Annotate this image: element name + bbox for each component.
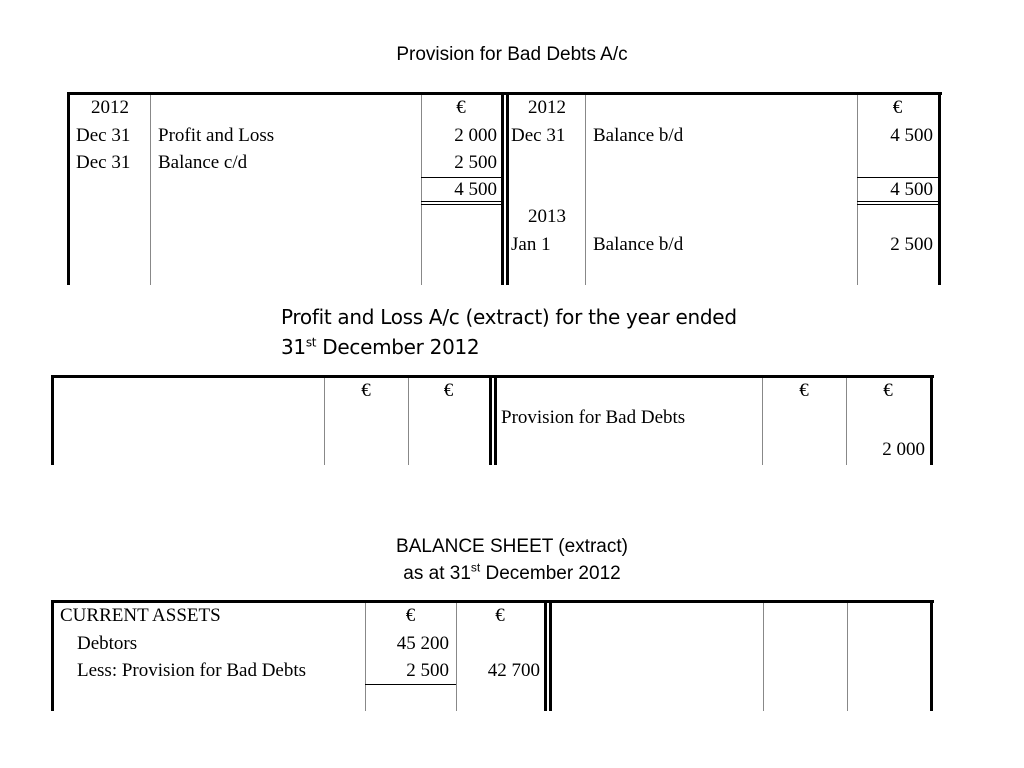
bs-left-border — [51, 600, 54, 711]
balance-sheet-title-line-2 — [0, 560, 1024, 587]
center-divider-left — [501, 95, 504, 285]
bs-center-left — [544, 603, 547, 711]
credit-row-1-amount: 4 500 — [890, 125, 933, 146]
debit-row-1-date: Dec 31 — [76, 125, 131, 146]
credit-total-rule-top — [857, 177, 938, 178]
bs-top-border — [51, 600, 934, 603]
credit-row-1-date: Dec 31 — [511, 125, 566, 146]
title-rest: December 2012 — [316, 335, 480, 359]
bs-heading: CURRENT ASSETS — [60, 605, 221, 626]
bs-col-divider-4 — [847, 603, 848, 711]
bs-currency-1: € — [405, 605, 416, 626]
debit-row-1-amount: 2 000 — [454, 125, 497, 146]
profit-loss-title-line-2 — [281, 332, 737, 362]
credit-total-rule-bottom-1 — [857, 201, 938, 202]
bs-title-rest: December 2012 — [480, 563, 621, 584]
date-divider — [150, 95, 151, 285]
pl-credit-amount: 2 000 — [882, 439, 925, 460]
pl-center-right — [494, 378, 497, 465]
balance-sheet-title — [0, 533, 1024, 587]
profit-loss-title-line-1: Profit and Loss A/c (extract) for the year ended — [281, 305, 737, 329]
debit-year: 2012 — [91, 97, 129, 118]
credit-year: 2012 — [528, 97, 566, 118]
bs-net-amount: 42 700 — [487, 660, 540, 681]
debit-total-rule-bottom-1 — [421, 201, 501, 202]
debit-row-1-details: Profit and Loss — [158, 125, 275, 146]
pl-debit-currency-1: € — [361, 380, 371, 401]
bs-title-suffix: st — [470, 560, 481, 575]
debit-row-2-date: Dec 31 — [76, 152, 131, 173]
bs-debtors-amount: 45 200 — [396, 633, 449, 654]
profit-loss-title — [281, 302, 737, 362]
title-day: 31 — [281, 335, 306, 359]
credit-next-details: Balance b/d — [593, 234, 684, 255]
right-border — [938, 92, 941, 285]
debit-total: 4 500 — [454, 179, 497, 200]
debit-total-rule-top — [421, 177, 501, 178]
bs-less-label: Less: Provision for Bad Debts — [77, 660, 307, 681]
bs-subtotal-rule — [365, 684, 456, 685]
pl-credit-currency-1: € — [799, 380, 809, 401]
center-divider-right — [506, 95, 509, 285]
credit-next-amount: 2 500 — [890, 234, 933, 255]
pl-left-border — [51, 375, 54, 465]
pl-debit-currency-2: € — [443, 380, 454, 401]
debit-currency: € — [456, 97, 466, 118]
bs-col-divider-3 — [763, 603, 764, 711]
debit-total-rule-bottom-2 — [421, 204, 501, 205]
bs-currency-2: € — [495, 605, 505, 626]
credit-total: 4 500 — [890, 179, 933, 200]
credit-row-1-details: Balance b/d — [593, 125, 684, 146]
debit-row-2-amount: 2 500 — [454, 152, 497, 173]
credit-next-date: Jan 1 — [511, 234, 551, 255]
balance-sheet-title-line-1: BALANCE SHEET (extract) — [396, 536, 628, 557]
pl-right-border — [930, 375, 933, 465]
pl-credit-item: Provision for Bad Debts — [501, 407, 686, 428]
credit-total-rule-bottom-2 — [857, 204, 938, 205]
title-suffix: st — [305, 335, 317, 350]
credit-currency: € — [892, 97, 903, 118]
provision-account-title: Provision for Bad Debts A/c — [396, 44, 628, 65]
bs-less-amount: 2 500 — [406, 660, 449, 681]
left-border — [67, 92, 70, 285]
bs-title-pre: as at 31 — [403, 563, 471, 584]
bs-right-border — [930, 600, 933, 711]
debit-row-2-details: Balance c/d — [158, 152, 248, 173]
bs-debtors-label: Debtors — [77, 633, 138, 654]
pl-credit-currency-2: € — [883, 380, 893, 401]
credit-next-year: 2013 — [528, 206, 566, 227]
credit-date-divider — [585, 95, 586, 285]
top-border — [67, 92, 942, 95]
pl-center-left — [489, 378, 492, 465]
pl-top-border — [51, 375, 934, 378]
bs-center-right — [549, 603, 552, 711]
